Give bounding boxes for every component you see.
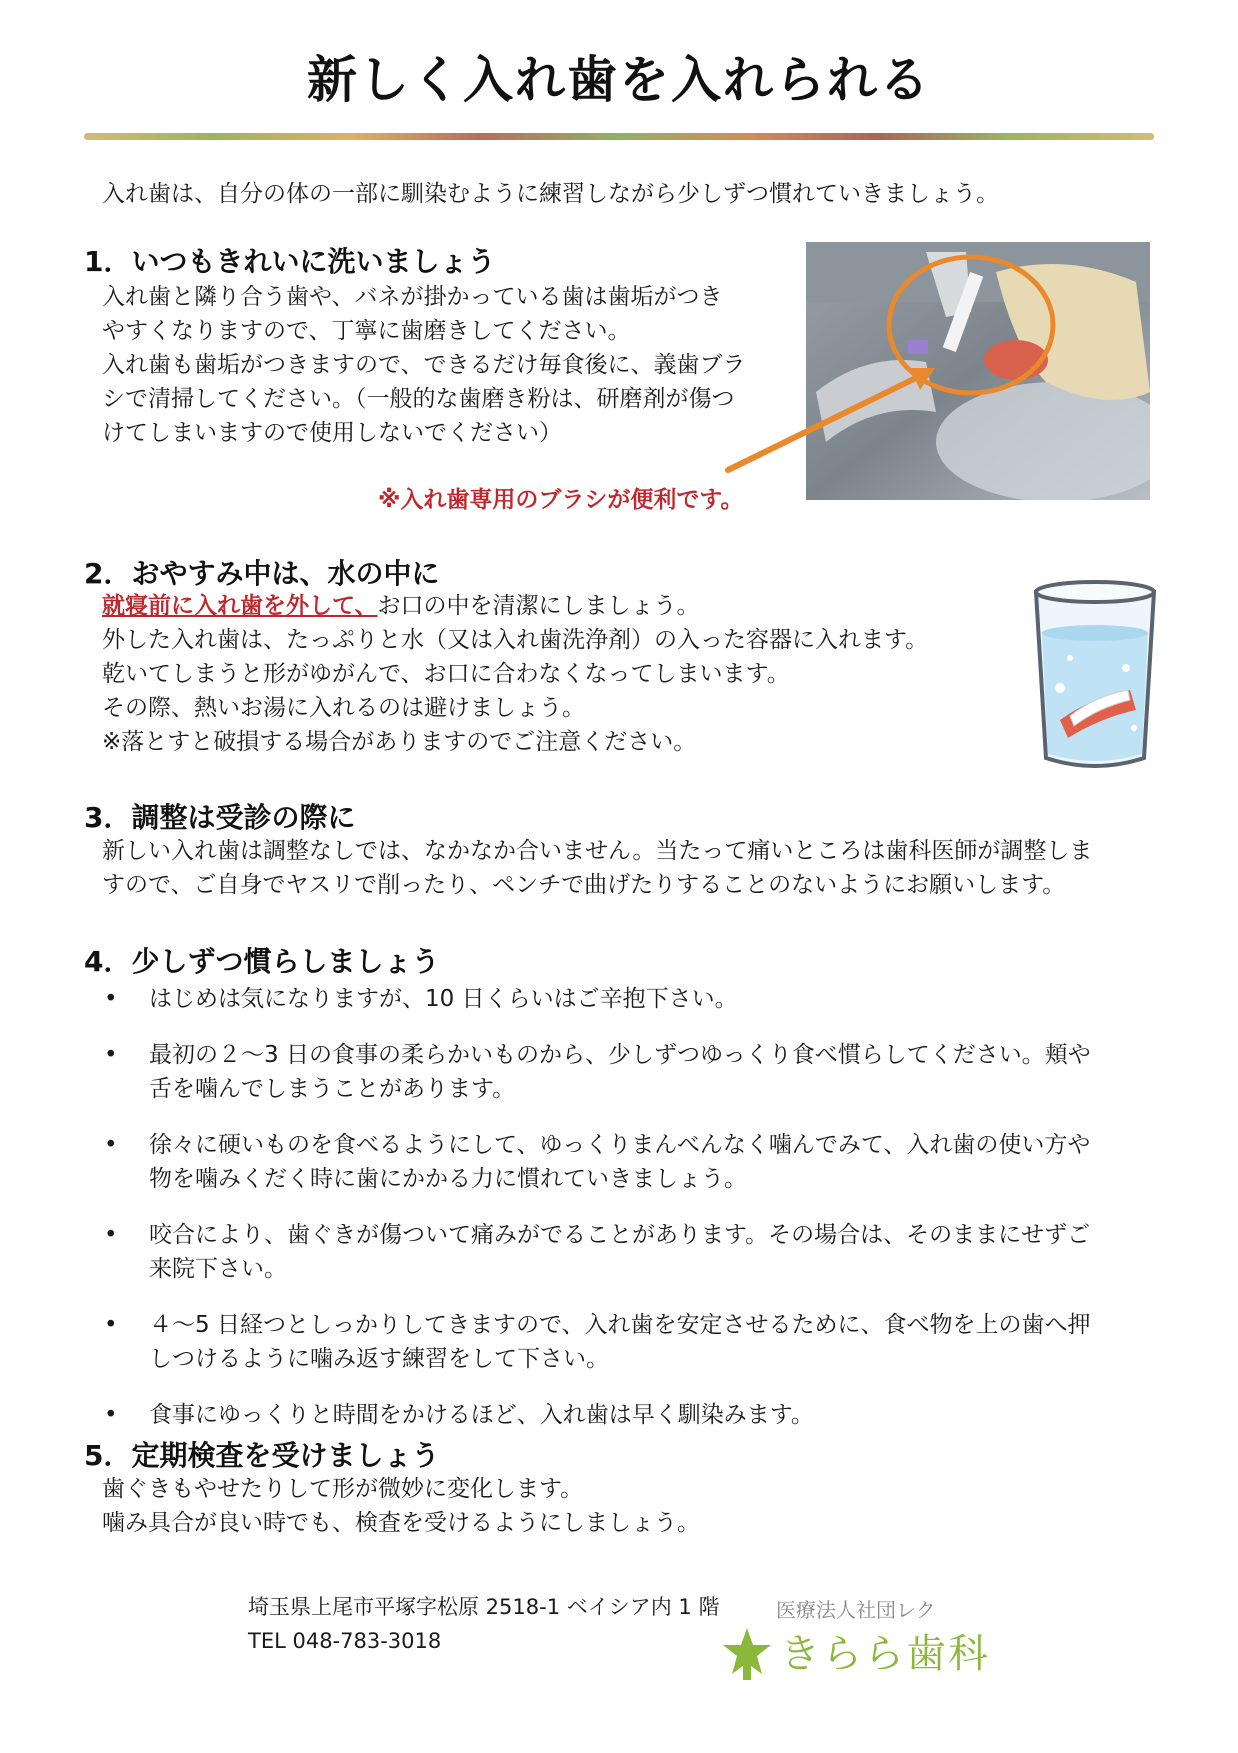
list-item: • ４～5 日経つとしっかりしてきますので、入れ歯を安定させるために、食べ物を上の歯へ押 しつけるように噛み返す練習をして下さい。 (96, 1308, 1176, 1376)
section1-line: 入れ歯と隣り合う歯や、バネが掛かっている歯は歯垢がつき (102, 284, 723, 310)
decorative-divider (84, 133, 1154, 140)
section1-line: けてしまいますので使用しないでください） (102, 420, 562, 446)
clinic-name: きらら歯科 (780, 1631, 990, 1677)
arrow-icon (720, 358, 950, 476)
list-item: • 最初の２～3 日の食事の柔らかいものから、少しずつゆっくり食べ慣らしてください。頬や 舌を噛んでしまうことがあります。 (96, 1038, 1176, 1106)
clinic-subtitle: 医療法人社団レク (776, 1598, 936, 1622)
list-item: • 咬合により、歯ぐきが傷ついて痛みがでることがあります。その場合は、そのままにせずご 来院下さい。 (96, 1218, 1176, 1286)
section4-list (96, 982, 1176, 1454)
list-item: • 徐々に硬いものを食べるようにして、ゆっくりまんべんなく噛んでみて、入れ歯の使い方や 物を噛みくだく時に歯にかかる力に慣れていきましょう。 (96, 1128, 1176, 1196)
section2-line: 乾いてしまうと形がゆがんで、お口に合わなくなってしまいます。 (102, 661, 790, 687)
footer-tel: TEL 048-783-3018 (248, 1629, 442, 1653)
section4-heading: 4．少しずつ慣らしましょう (84, 945, 440, 978)
list-item: • 食事にゆっくりと時間をかけるほど、入れ歯は早く馴染みます。 (96, 1398, 1176, 1432)
section2-line: その際、熱いお湯に入れるのは避けましょう。 (102, 695, 585, 721)
footer-contact (248, 1590, 719, 1658)
section1-heading: 1．いつもきれいに洗いましょう (84, 245, 496, 278)
section2-line1-rest: お口の中を清潔にしましょう。 (377, 593, 700, 619)
section2-line: 外した入れ歯は、たっぷりと水（又は入れ歯洗浄剤）の入った容器に入れます。 (102, 627, 929, 653)
section2-line: ※落とすと破損する場合がありますのでご注意ください。 (102, 729, 697, 755)
section3-body (102, 834, 1092, 902)
section2-emphasis: 就寝前に入れ歯を外して、 (102, 593, 378, 619)
section2-line (102, 589, 928, 623)
section2-body (102, 589, 928, 759)
denture-in-glass-icon (1030, 578, 1160, 778)
section2-heading: 2．おやすみ中は、水の中に (84, 557, 440, 590)
section1-body (102, 280, 746, 450)
section3-heading: 3．調整は受診の際に (84, 801, 356, 834)
list-item: • はじめは気になりますが、10 日くらいはご辛抱下さい。 (96, 982, 1176, 1016)
section5-line: 噛み具合が良い時でも、検査を受けるようにしましょう。 (102, 1510, 700, 1536)
section5-line: 歯ぐきもやせたりして形が微妙に変化します。 (102, 1476, 584, 1502)
section5-heading: 5．定期検査を受けましょう (84, 1439, 440, 1472)
intro-text: 入れ歯は、自分の体の一部に馴染むように練習しながら少しずつ慣れていきましょう。 (102, 181, 999, 207)
section1-line: やすくなりますので、丁寧に歯磨きしてください。 (102, 318, 631, 344)
section1-line: 入れ歯も歯垢がつきますので、できるだけ毎食後に、義歯ブラ (102, 352, 746, 378)
section3-line: すので、ご自身でヤスリで削ったり、ペンチで曲げたりすることのないようにお願いします。 (102, 872, 1066, 898)
brush-note: ※入れ歯専用のブラシが便利です。 (378, 487, 744, 513)
section1-line: シで清掃してください。（一般的な歯磨き粉は、研磨剤が傷つ (102, 386, 735, 412)
page-title: 新しく入れ歯を入れられる (307, 51, 931, 109)
section5-body (102, 1472, 700, 1540)
section3-line: 新しい入れ歯は調整なしでは、なかなか合いません。当たって痛いところは歯科医師が調整しま (102, 838, 1093, 864)
footer-address: 埼玉県上尾市平塚字松原 2518-1 ベイシア内 1 階 (248, 1595, 720, 1619)
star-tree-logo-icon (722, 1626, 772, 1682)
